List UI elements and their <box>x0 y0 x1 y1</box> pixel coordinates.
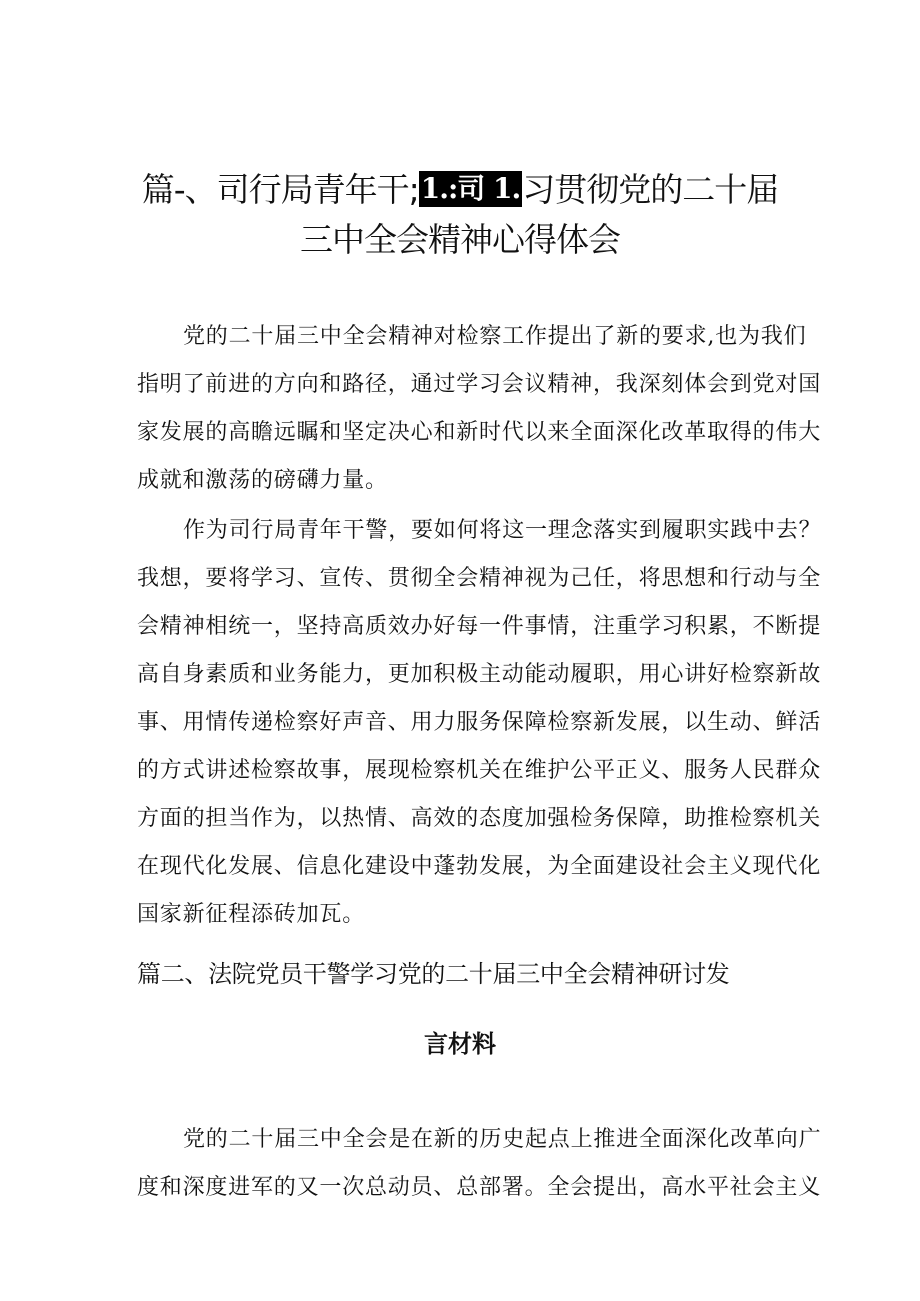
paragraph-line: 党的二十届三中全会是在新的历史起点上推进全面深化改革向广 <box>183 1127 822 1152</box>
section2-title-line1: 篇二、法院党员干警学习党的二十届三中全会精神研讨发 <box>137 960 730 988</box>
section1-paragraph-1 <box>137 313 822 505</box>
paragraph-line: 我想，要将学习、宣传、贯彻全会精神视为己任，将思想和行动与全 <box>137 566 822 591</box>
paragraph-line: 度和深度进军的又一次总动员、总部署。全会提出，高水平社会主义 <box>137 1175 822 1200</box>
paragraph-line: 事、用情传递检察好声音、用力服务保障检察新发展，以生动、鲜活 <box>137 710 822 735</box>
section1-title-line1 <box>60 166 860 214</box>
paragraph-line: 党的二十届三中全会精神对检察工作提出了新的要求,也为我们 <box>183 324 807 349</box>
section1-title-suffix: 习贯彻党的二十届 <box>522 170 779 209</box>
paragraph-line: 作为司行局青年干警，要如何将这一理念落实到履职实践中去？ <box>183 518 822 543</box>
section2-paragraph-1 <box>137 1116 822 1212</box>
paragraph-line: 在现代化发展、信息化建设中蓬勃发展，为全面建设社会主义现代化 <box>137 854 822 879</box>
redacted-text-block: 1.:司 1. <box>420 172 521 205</box>
paragraph-line: 高自身素质和业务能力，更加积极主动能动履职，用心讲好检察新故 <box>137 662 822 687</box>
paragraph-line: 指明了前进的方向和路径，通过学习会议精神，我深刻体会到党对国 <box>137 372 822 397</box>
section1-paragraph-2 <box>137 507 822 939</box>
section1-title-prefix: 篇-、司行局青年干; <box>141 170 419 209</box>
paragraph-line: 方面的担当作为，以热情、高效的态度加强检务保障，助推检察机关 <box>137 806 822 831</box>
paragraph-line: 家发展的高瞻远瞩和坚定决心和新时代以来全面深化改革取得的伟大 <box>137 420 822 445</box>
paragraph-line: 会精神相统一，坚持高质效办好每一件事情，注重学习积累，不断提 <box>137 614 822 639</box>
paragraph-line: 的方式讲述检察故事，展现检察机关在维护公平正义、服务人民群众 <box>137 758 822 783</box>
section2-title-line2: 言材料 <box>424 1030 496 1058</box>
section1-title-line2: 三中全会精神心得体会 <box>300 220 620 259</box>
paragraph-line: 成就和激荡的磅礴力量。 <box>137 468 388 493</box>
paragraph-line: 国家新征程添砖加瓦。 <box>137 902 366 927</box>
